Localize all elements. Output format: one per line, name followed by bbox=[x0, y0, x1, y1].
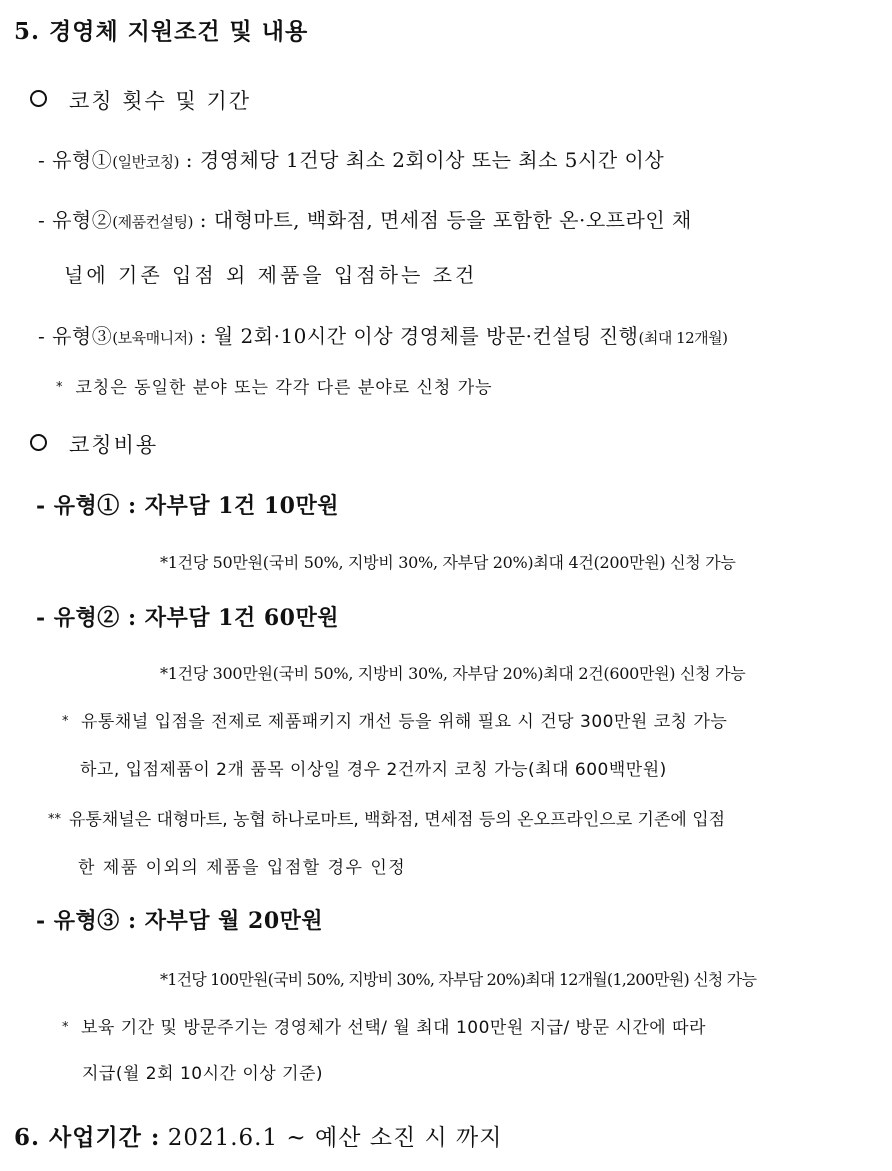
coaching-cost-title bbox=[30, 434, 158, 456]
type1-tag: (일반코칭) bbox=[112, 153, 179, 171]
cost-type2-note2 bbox=[48, 812, 725, 829]
cost-type3-note-text: 보육 기간 및 방문주기는 경영체가 선택/ 월 최대 100만원 지급/ 방문 시간에 따라 bbox=[81, 1018, 706, 1038]
cost-type2-note-cont: 하고, 입점제품이 2개 품목 이상일 경우 2건까지 코칭 가능(최대 600백만원) bbox=[80, 760, 667, 780]
cost-type2-note2-cont: 한 제품 이외의 제품을 입점할 경우 인정 bbox=[78, 858, 407, 878]
cost-type2-note bbox=[62, 714, 727, 731]
type3-text: : 월 2회·10시간 이상 경영체를 방문·컨설팅 진행 bbox=[192, 324, 639, 348]
note-double-star: ** bbox=[48, 812, 61, 827]
cost-type3-note-cont: 지급(월 2회 10시간 이상 기준) bbox=[82, 1064, 324, 1084]
note-star: * bbox=[56, 380, 64, 395]
coaching-cost-title-text: 코칭비용 bbox=[69, 433, 159, 457]
circle-bullet-icon bbox=[30, 434, 47, 451]
coaching-type3-line bbox=[38, 326, 728, 346]
section-6-value: 2021.6.1 ~ 예산 소진 시 까지 bbox=[167, 1125, 503, 1151]
type3-tail: (최대 12개월) bbox=[638, 329, 728, 347]
type1-text: : 경영체당 1건당 최소 2회이상 또는 최소 5시간 이상 bbox=[178, 148, 665, 172]
cost-type3-detail: *1건당 100만원(국비 50%, 지방비 30%, 자부담 20%)최대 12개월(1,200만원) 신청 가능 bbox=[160, 970, 757, 989]
section-6-label: 6. 사업기간 : bbox=[14, 1124, 161, 1151]
type2-text: : 대형마트, 백화점, 면세점 등을 포함한 온·오프라인 채 bbox=[192, 208, 692, 232]
section-6-heading bbox=[14, 1126, 502, 1150]
type3-prefix: - 유형③ bbox=[38, 324, 113, 348]
type1-prefix: - 유형① bbox=[38, 148, 113, 172]
cost-type1: - 유형① : 자부담 1건 10만원 bbox=[36, 493, 339, 519]
circle-bullet-icon bbox=[30, 90, 47, 107]
type2-prefix: - 유형② bbox=[38, 208, 113, 232]
coaching-note bbox=[56, 380, 493, 397]
coaching-note-text: 코칭은 동일한 분야 또는 각각 다른 분야로 신청 가능 bbox=[75, 378, 493, 398]
coaching-count-title bbox=[30, 90, 251, 112]
cost-type2-note-text: 유통채널 입점을 전제로 제품패키지 개선 등을 위해 필요 시 건당 300만원 코칭 가능 bbox=[81, 712, 728, 732]
coaching-count-title-text: 코칭 횟수 및 기간 bbox=[69, 89, 252, 113]
type2-tag: (제품컨설팅) bbox=[112, 213, 193, 231]
cost-type2-note2-text: 유통채널은 대형마트, 농협 하나로마트, 백화점, 면세점 등의 온오프라인으로 기존에 입점 bbox=[69, 810, 726, 830]
section-5-heading: 5. 경영체 지원조건 및 내용 bbox=[14, 18, 309, 45]
note-star: * bbox=[62, 1020, 69, 1035]
cost-type1-detail: *1건당 50만원(국비 50%, 지방비 30%, 자부담 20%)최대 4건(200만원) 신청 가능 bbox=[160, 553, 736, 572]
coaching-type2-line bbox=[38, 210, 692, 230]
coaching-type1-line bbox=[38, 150, 664, 170]
type3-tag: (보육매니저) bbox=[112, 329, 193, 347]
cost-type2: - 유형② : 자부담 1건 60만원 bbox=[36, 605, 339, 631]
cost-type2-detail: *1건당 300만원(국비 50%, 지방비 30%, 자부담 20%)최대 2건(600만원) 신청 가능 bbox=[160, 664, 746, 683]
coaching-type2-line-cont: 널에 기존 입점 외 제품을 입점하는 조건 bbox=[64, 263, 478, 287]
cost-type3: - 유형③ : 자부담 월 20만원 bbox=[36, 908, 324, 934]
cost-type3-note bbox=[62, 1020, 706, 1037]
note-star: * bbox=[62, 714, 69, 729]
